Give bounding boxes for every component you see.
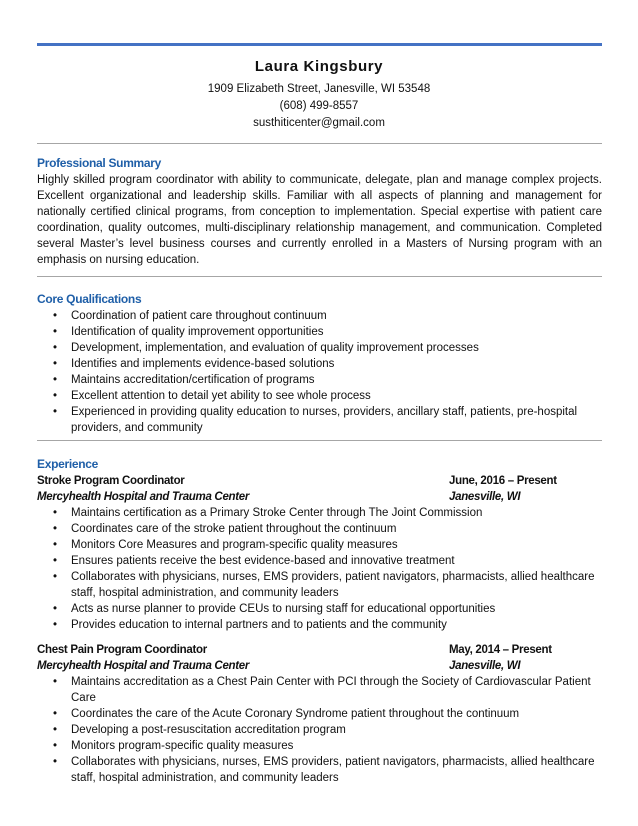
bullet-icon: • (53, 310, 58, 322)
job-bullet-text: Provides education to internal partners and to patients and the community (71, 619, 447, 631)
job-bullet-item (37, 505, 602, 521)
job-location: Janesville, WI (449, 491, 521, 503)
job-bullet-item (37, 537, 602, 553)
experience-title: Experience (37, 457, 99, 471)
qualification-item (37, 404, 602, 436)
summary-section (37, 155, 602, 268)
job-bullet-text: Ensures patients receive the best evidence-based and innovative treatment (71, 555, 455, 567)
job-bullet-item (37, 738, 602, 754)
job-bullet-text: Collaborates with physicians, nurses, EMS providers, patient navigators, pharmacists, allied healthcare staff, hospital administration, and community leaders (71, 571, 595, 599)
qualification-text: Identifies and implements evidence-based solutions (71, 358, 335, 370)
bullet-icon: • (53, 756, 58, 768)
jobs-list (37, 473, 602, 786)
bullet-icon: • (53, 555, 58, 567)
summary-title: Professional Summary (37, 156, 162, 170)
job-bullet-text: Maintains certification as a Primary Stroke Center through The Joint Commission (71, 507, 483, 519)
job-bullet-item (37, 601, 602, 617)
job-bullet-item (37, 569, 602, 601)
qualifications-section (37, 291, 602, 436)
bullet-icon: • (53, 342, 58, 354)
summary-text: Highly skilled program coordinator with ability to communicate, delegate, plan and manage complex projects. Excellent organizational and leadership skills. Familiar with all aspects of planning and management for nationally certified clinical programs, from conception to implementation. Special expertise with patient care coordination, quality outcomes, multi-disciplinary relationship management, and communication. Completed several Master’s level business courses and currently enrolled in a Masters of Nursing program with an emphasis on nursing education. (37, 174, 602, 266)
job-bullet-text: Coordinates care of the stroke patient throughout the continuum (71, 523, 397, 535)
job-bullet-item (37, 754, 602, 786)
qualification-item (37, 356, 602, 372)
qualification-item (37, 372, 602, 388)
qualification-text: Coordination of patient care throughout continuum (71, 310, 327, 322)
job-header (37, 642, 602, 658)
bullet-icon: • (53, 374, 58, 386)
job-bullet-text: Coordinates the care of the Acute Coronary Syndrome patient throughout the continuum (71, 708, 520, 720)
bullet-icon: • (53, 390, 58, 402)
job-dates: May, 2014 – Present (449, 644, 552, 656)
email-line: susthiticenter@gmail.com (253, 117, 385, 129)
job-bullet-text: Collaborates with physicians, nurses, EMS providers, patient navigators, pharmacists, allied healthcare staff, hospital administration, and community leaders (71, 756, 595, 784)
divider (37, 143, 602, 144)
candidate-name: Laura Kingsbury (254, 58, 384, 75)
job-role: Chest Pain Program Coordinator (37, 644, 207, 656)
bullet-icon: • (53, 740, 58, 752)
job-bullet-item (37, 722, 602, 738)
job-header (37, 473, 602, 489)
experience-section (37, 456, 602, 786)
job-bullet-item (37, 674, 602, 706)
job-bullets (37, 674, 602, 786)
job-bullet-text: Acts as nurse planner to provide CEUs to nursing staff for educational opportunities (71, 603, 496, 615)
job-bullet-text: Developing a post-resuscitation accreditation program (71, 724, 346, 736)
job-employer-row (37, 489, 602, 505)
bullet-icon: • (53, 539, 58, 551)
bullet-icon: • (53, 724, 58, 736)
bullet-icon: • (53, 326, 58, 338)
job-bullet-text: Monitors program-specific quality measures (71, 740, 294, 752)
qualification-item (37, 324, 602, 340)
qualifications-list (37, 308, 602, 436)
qualification-item (37, 308, 602, 324)
bullet-icon: • (53, 708, 58, 720)
job-dates: June, 2016 – Present (449, 475, 557, 487)
job-bullet-item (37, 553, 602, 569)
job-location: Janesville, WI (449, 660, 521, 672)
job-entry (37, 473, 602, 633)
job-entry (37, 642, 602, 786)
job-bullet-item (37, 617, 602, 633)
job-bullets (37, 505, 602, 633)
job-bullet-item (37, 706, 602, 722)
job-employer: Mercyhealth Hospital and Trauma Center (37, 491, 250, 503)
qualification-text: Development, implementation, and evaluation of quality improvement processes (71, 342, 479, 354)
phone-line: (608) 499-8557 (279, 100, 359, 112)
bullet-icon: • (53, 619, 58, 631)
resume-header (0, 58, 638, 132)
qualification-item (37, 388, 602, 404)
qualification-text: Maintains accreditation/certification of programs (71, 374, 315, 386)
job-bullet-text: Monitors Core Measures and program-specific quality measures (71, 539, 398, 551)
job-bullet-item (37, 521, 602, 537)
bullet-icon: • (53, 406, 58, 418)
bullet-icon: • (53, 676, 58, 688)
qualification-item (37, 340, 602, 356)
header-rule (37, 43, 602, 46)
job-role: Stroke Program Coordinator (37, 475, 185, 487)
job-employer: Mercyhealth Hospital and Trauma Center (37, 660, 250, 672)
bullet-icon: • (53, 507, 58, 519)
address-line: 1909 Elizabeth Street, Janesville, WI 53548 (207, 83, 431, 95)
job-bullet-text: Maintains accreditation as a Chest Pain Center with PCI through the Society of Cardiovascular Patient Care (71, 676, 591, 704)
divider (37, 276, 602, 277)
bullet-icon: • (53, 571, 58, 583)
divider (37, 440, 602, 441)
bullet-icon: • (53, 603, 58, 615)
bullet-icon: • (53, 523, 58, 535)
qualifications-title: Core Qualifications (37, 292, 142, 306)
qualification-text: Experienced in providing quality education to nurses, providers, ancillary staff, patients, pre-hospital providers, and community (71, 406, 578, 434)
job-employer-row (37, 658, 602, 674)
qualification-text: Identification of quality improvement opportunities (71, 326, 324, 338)
qualification-text: Excellent attention to detail yet ability to see whole process (71, 390, 371, 402)
bullet-icon: • (53, 358, 58, 370)
